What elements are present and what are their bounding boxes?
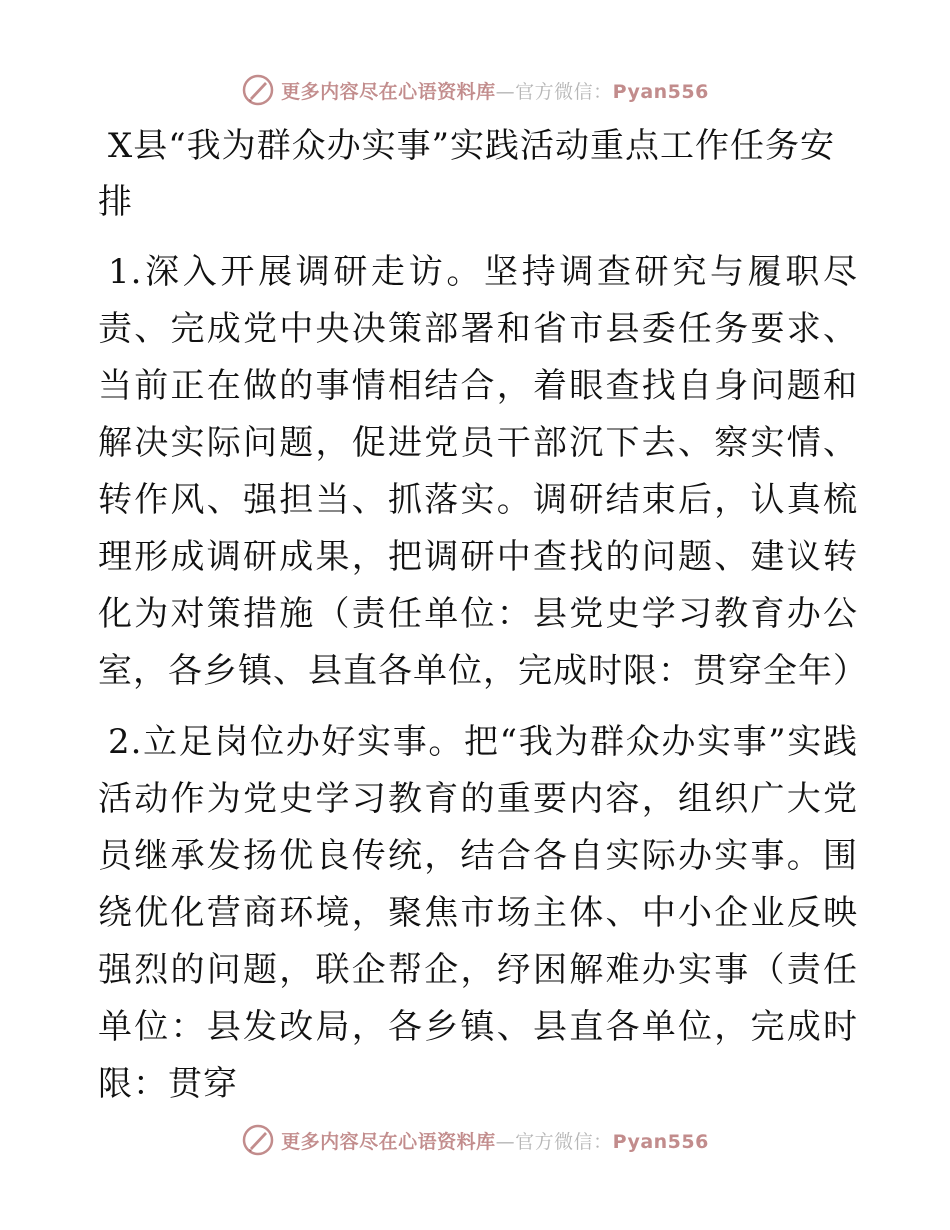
watermark-text: 更多内容尽在心语资料库—官方微信：Pyan556 — [281, 80, 709, 103]
document-title: X县“我为群众办实事”实践活动重点工作任务安排 — [98, 126, 835, 222]
feather-pen-logo-icon — [241, 73, 275, 107]
paragraph-2: 2.立足岗位办好实事。把“我为群众办实事”实践活动作为党史学习教育的重要内容，组织广大党员继承发扬优良传统，结合各自实际办实事。围绕优化营商环境，聚焦市场主体、中小企业反映强烈的问题，联企帮企，纾困解难办实事（责任单位：县发改局，各乡镇、县直各单位，完成时限：贯穿 — [98, 722, 858, 1104]
footer-watermark — [0, 1120, 950, 1160]
watermark-text: 更多内容尽在心语资料库—官方微信：Pyan556 — [281, 1130, 709, 1153]
header-watermark — [0, 70, 950, 110]
feather-pen-logo-icon — [241, 1123, 275, 1157]
paragraph-1: 1.深入开展调研走访。坚持调查研究与履职尽责、完成党中央决策部署和省市县委任务要求、当前正在做的事情相结合，着眼查找自身问题和解决实际问题，促进党员干部沉下去、察实情、转作风、强担当、抓落实。调研结束后，认真梳理形成调研成果，把调研中查找的问题、建议转化为对策措施（责任单位：县党史学习教育办公室，各乡镇、县直各单位，完成时限：贯穿全年） — [98, 252, 868, 691]
document-body — [98, 118, 868, 1127]
